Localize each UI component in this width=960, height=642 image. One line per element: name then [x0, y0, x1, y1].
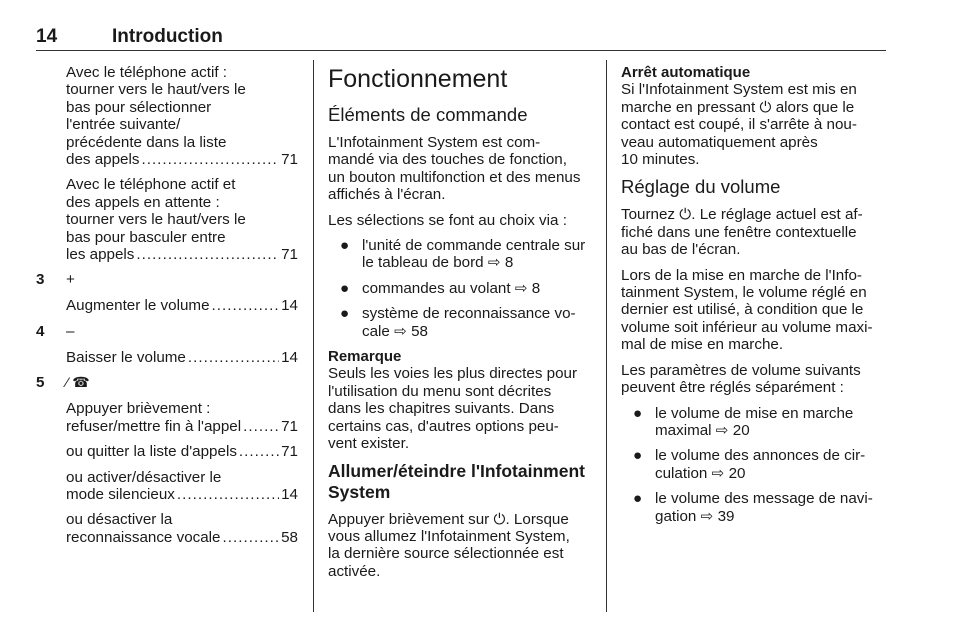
dot-leader — [212, 297, 280, 314]
bullet-icon: ● — [340, 279, 350, 297]
paragraph: Lors de la mise en marche de l'Info- tainment System, le volume réglé en dernier est utilisé, à condition que le volume soit inférieur au volume maxi- mal de mise en marche. — [621, 266, 873, 354]
paragraph: Si l'Infotainment System est mis en marche en pressant ⏻ alors que le contact est coupé, il s'arrête à nou- veau automatiquement après 10 minutes. — [621, 81, 857, 169]
toc-entry-end-call: Appuyer brièvement : refuser/mettre fin à l'appel . . . 71 — [66, 400, 298, 435]
bullet-icon: ● — [633, 490, 643, 508]
toc-entry-voice-recognition: ou désactiver la reconnaissance vocale . . . 58 — [66, 511, 298, 546]
column-3 — [621, 64, 887, 533]
dot-leader — [223, 529, 280, 546]
paragraph: Les paramètres de volume suivants peuvent être réglés séparément : — [621, 361, 861, 397]
toc-entry-switch-calls: Avec le téléphone actif et des appels en attente : tourner vers le haut/vers le bas pour basculer entre les appels . . . 71 — [66, 176, 298, 263]
item-4: 4 – — [36, 322, 75, 340]
paragraph: Appuyer brièvement sur ⏻. Lorsque vous allumez l'Infotainment System, la dernière source sélectionnée est activée. — [328, 510, 570, 580]
toc-entry-volume-down: Baisser le volume . . . 14 — [66, 349, 298, 366]
dot-leader — [136, 246, 279, 263]
section-heading: Fonctionnement — [328, 65, 508, 93]
power-icon: ⏻ — [679, 206, 692, 224]
arrow-icon: ⇨ — [514, 279, 528, 297]
page-title: Introduction — [112, 26, 223, 47]
column-1 — [36, 64, 298, 554]
minus-icon: – — [66, 322, 75, 340]
item-5: 5 ⁄ ☎ — [36, 374, 90, 392]
arrow-icon: ⇨ — [715, 421, 729, 439]
paragraph: L'Infotainment System est com- mandé via des touches de fonction, un bouton multifonction et des menus affichés à l'écran. — [328, 134, 581, 204]
toc-entry-next-call: Avec le téléphone actif : tourner vers le haut/vers le bas pour sélectionner l'entrée suivante/ précédente dans la liste des appels . . . 71 — [66, 64, 298, 168]
power-icon: ⏻ — [759, 98, 772, 116]
bullet-icon: ● — [340, 305, 350, 323]
arrow-icon: ⇨ — [487, 254, 501, 272]
dot-leader — [188, 349, 279, 366]
list-item: ● le volume des annonces de cir- culation ⇨ 20 — [633, 447, 866, 482]
subsection-heading-power: Allumer/éteindre l'Infotainment System — [328, 460, 585, 502]
power-icon: ⏻ — [493, 510, 506, 528]
page-ref: 20 — [732, 421, 750, 439]
dot-leader — [141, 151, 279, 168]
plus-icon: + — [66, 271, 75, 289]
paragraph: Tournez ⏻. Le réglage actuel est af- fiché dans une fenêtre contextuelle au bas de l'écran. — [621, 206, 863, 259]
bullet-icon: ● — [633, 447, 643, 465]
page-ref: 71 — [281, 151, 298, 169]
subsection-heading-auto-off: Arrêt automatique — [621, 64, 751, 81]
list-item: ● système de reconnaissance vo- cale ⇨ 58 — [340, 305, 576, 340]
remark-title: Remarque — [328, 348, 402, 366]
column-divider-2 — [606, 60, 607, 612]
list-item: ● commandes au volant ⇨ 8 — [340, 279, 541, 297]
item-3: 3 + — [36, 271, 75, 289]
arrow-icon: ⇨ — [700, 507, 714, 525]
list-item: ● le volume des message de navi- gation ⇨ 39 — [633, 490, 873, 525]
column-2 — [328, 64, 592, 588]
page-number: 14 — [36, 26, 58, 47]
toc-entry-mute: ou activer/désactiver le mode silencieux . . . 14 — [66, 469, 298, 504]
paragraph: Les sélections se font au choix via : — [328, 211, 567, 229]
bullet-icon: ● — [633, 404, 643, 422]
header-rule — [36, 50, 886, 51]
list-item: ● le volume de mise en marche maximal ⇨ 20 — [633, 404, 854, 439]
page-ref: 20 — [728, 464, 746, 482]
page-header — [36, 26, 886, 52]
toc-entry-exit-call-list: ou quitter la liste d'appels . . . 71 — [66, 443, 298, 460]
arrow-icon: ⇨ — [711, 464, 725, 482]
toc-entry-volume-up: Augmenter le volume . . . 14 — [66, 297, 298, 314]
page-ref: 39 — [717, 507, 735, 525]
column-divider-1 — [313, 60, 314, 612]
bullet-icon: ● — [340, 237, 350, 255]
dot-leader — [239, 443, 279, 460]
list-item: ● l'unité de commande centrale sur le tableau de bord ⇨ 8 — [340, 237, 586, 272]
page-ref: 71 — [281, 246, 298, 264]
arrow-icon: ⇨ — [394, 322, 407, 340]
remark-text: Seuls les voies les plus directes pour l'utilisation du menu sont décrites dans les chapitres suivants. Dans certains cas, d'autres options peu- vent exister. — [328, 365, 578, 453]
page-ref: 8 — [504, 254, 514, 272]
subsection-heading-volume: Réglage du volume — [621, 176, 781, 198]
page-ref: 58 — [411, 322, 428, 340]
mute-phone-icon: ⁄ ☎ — [66, 374, 90, 391]
dot-leader — [243, 418, 279, 435]
page-ref: 8 — [531, 279, 541, 297]
dot-leader — [177, 486, 279, 503]
subsection-heading: Éléments de commande — [328, 104, 528, 125]
